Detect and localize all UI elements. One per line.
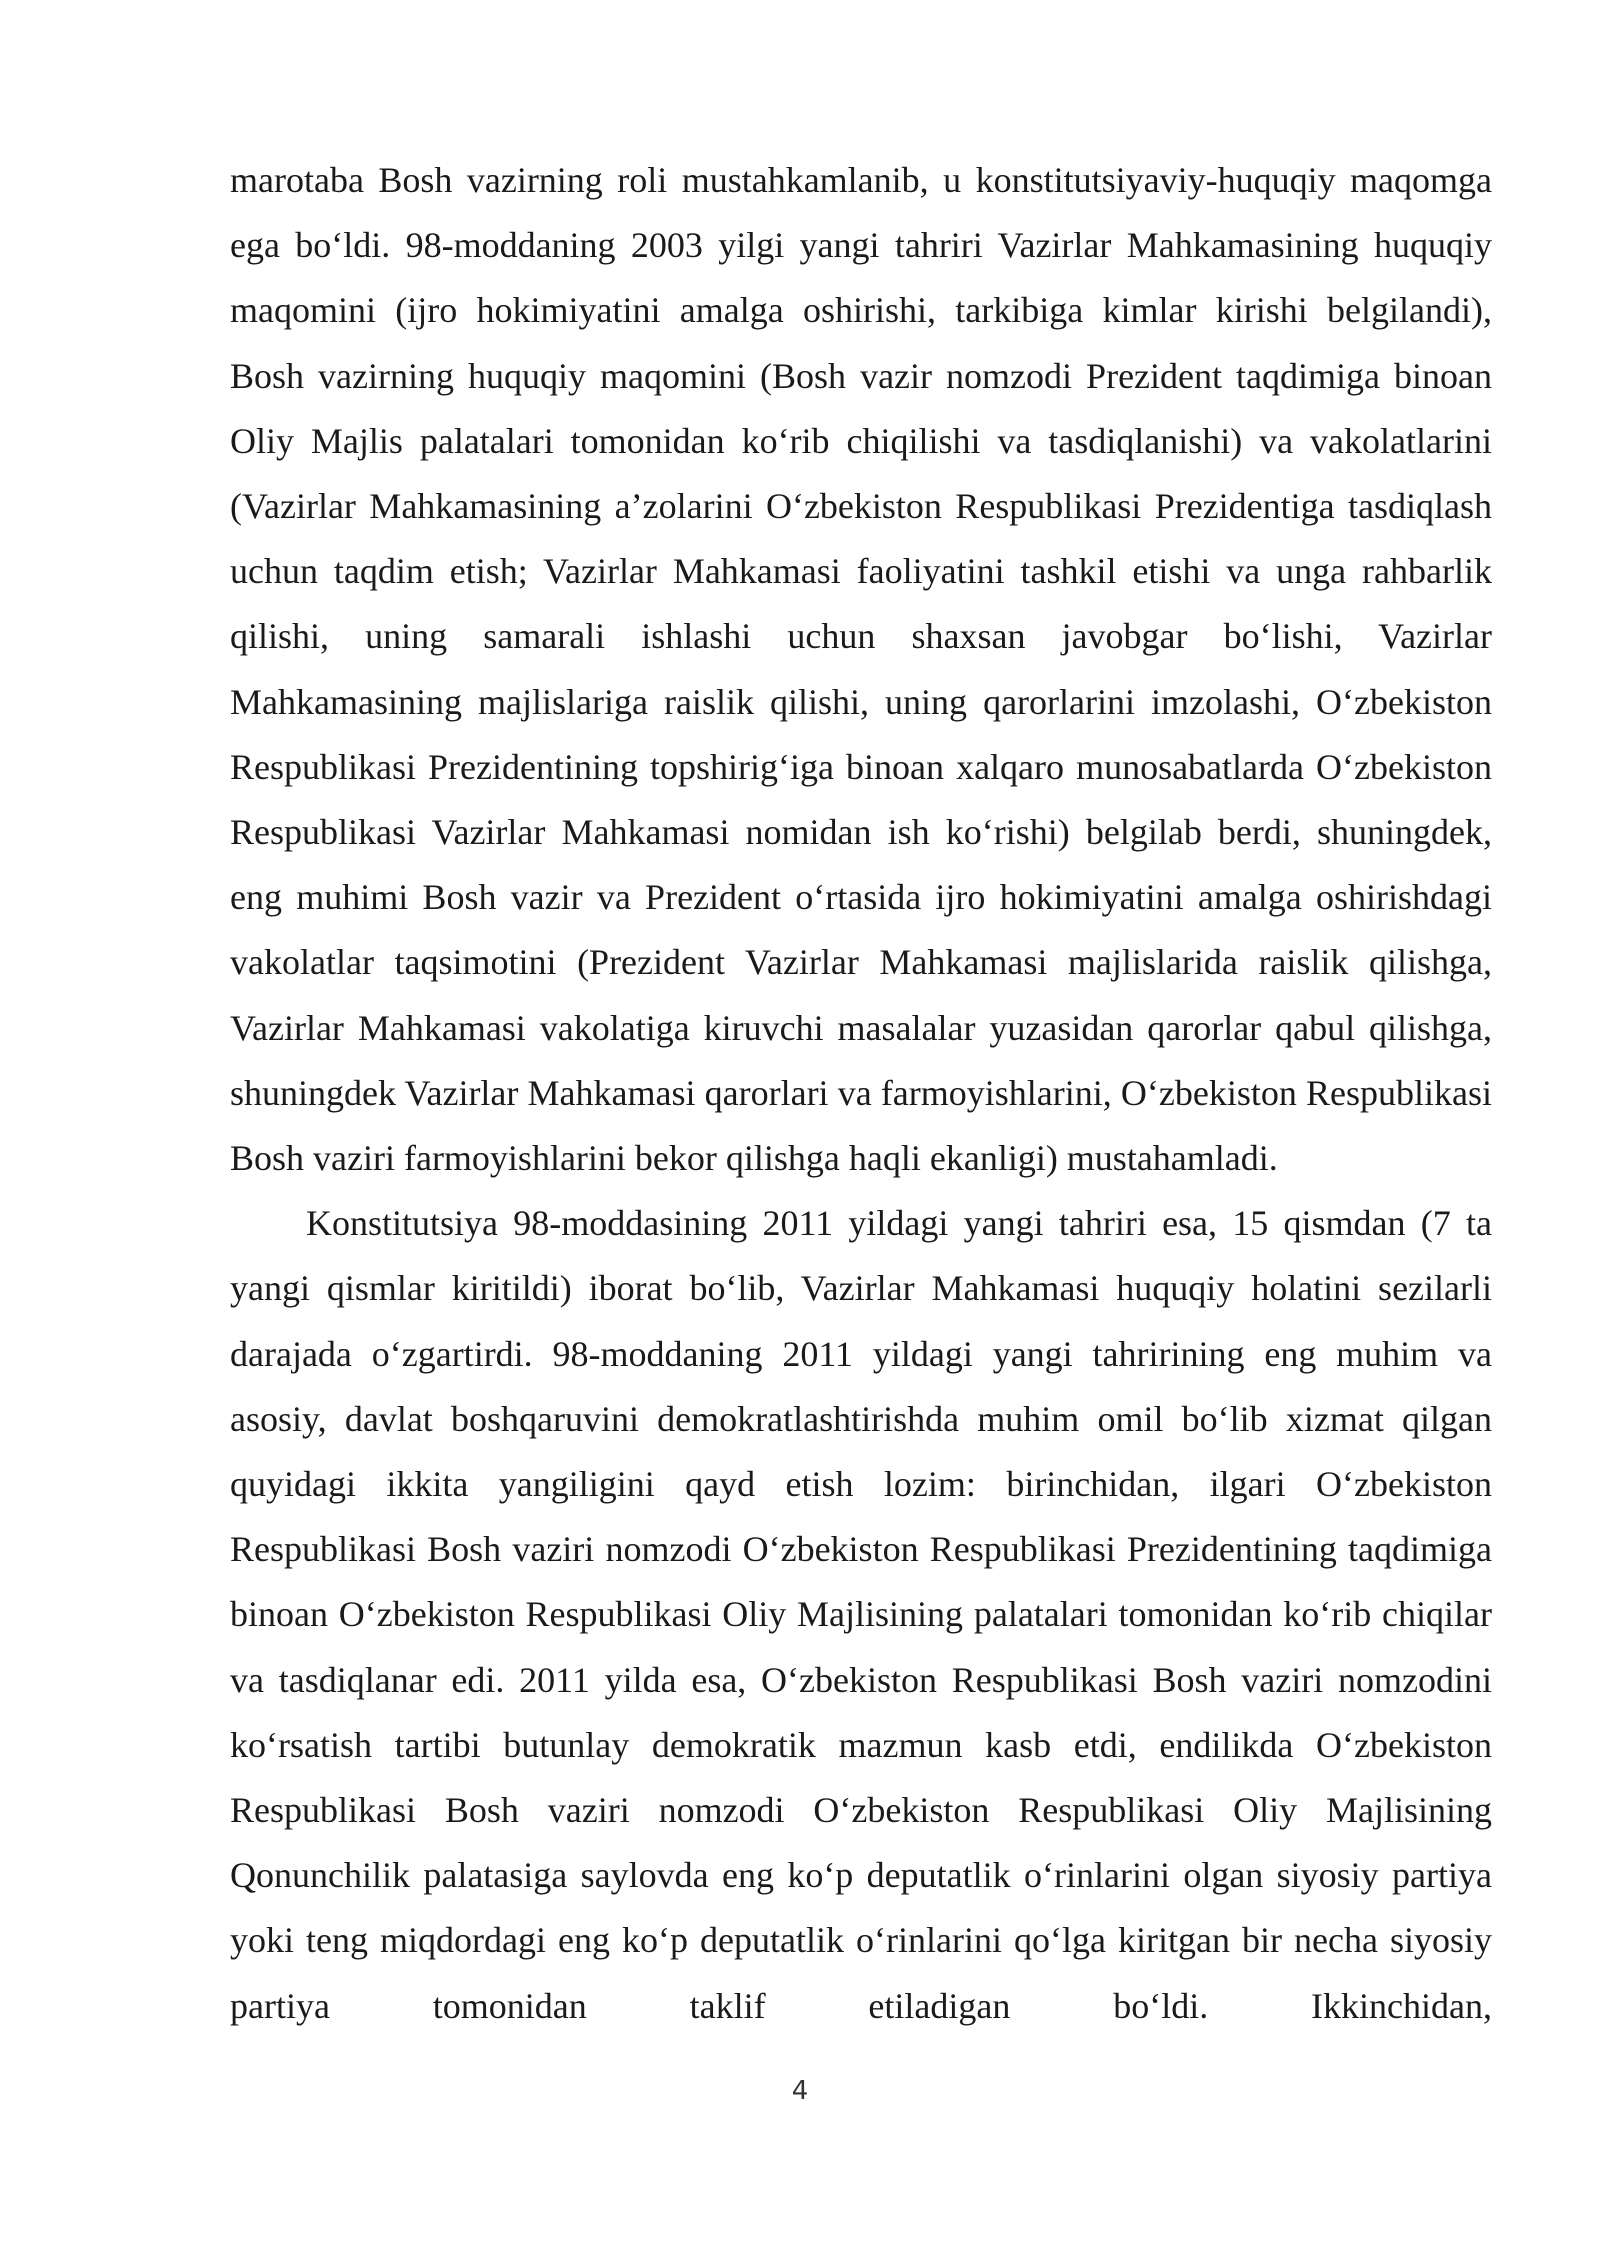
body-text: [230, 148, 1492, 2039]
page-number: 4: [791, 2076, 809, 2106]
paragraph-2: Konstitutsiya 98-moddasining 2011 yildagi yangi tahriri esa, 15 qismdan (7 ta yangi qismlar kiritildi) iborat bo‘lib, Vazirlar Mahkamasi huquqiy holatini sezilarli darajada o‘zgartirdi. 98-moddaning 2011 yildagi yangi tahririning eng muhim va asosiy, davlat boshqaruvini demokratlashtirishda muhim omil bo‘lib xizmat qilgan quyidagi ikkita yangiligini qayd etish lozim: birinchidan, ilgari O‘zbekiston Respublikasi Bosh vaziri nomzodi O‘zbekiston Respublikasi Prezidentining taqdimiga binoan O‘zbekiston Respublikasi Oliy Majlisining palatalari tomonidan ko‘rib chiqilar va tasdiqlanar edi. 2011 yilda esa, O‘zbekiston Respublikasi Bosh vaziri nomzodini ko‘rsatish tartibi butunlay demokratik mazmun kasb etdi, endilikda O‘zbekiston Respublikasi Bosh vaziri nomzodi O‘zbekiston Respublikasi Oliy Majlisining Qonunchilik palatasiga saylovda eng ko‘p deputatlik o‘rinlarini olgan siyosiy partiya yoki teng miqdordagi eng ko‘p deputatlik o‘rinlarini qo‘lga kiritgan bir necha siyosiy partiya tomonidan taklif etiladigan bo‘ldi. Ikkinchidan,: [230, 1203, 1492, 2026]
paragraph-1: marotaba Bosh vazirning roli mustahkamlanib, u konstitutsiyaviy-huquqiy maqomga ega bo‘ldi. 98-moddaning 2003 yilgi yangi tahriri Vazirlar Mahkamasining huquqiy maqomini (ijro hokimiyatini amalga oshirishi, tarkibiga kimlar kirishi belgilandi), Bosh vazirning huquqiy maqomini (Bosh vazir nomzodi Prezident taqdimiga binoan Oliy Majlis palatalari tomonidan ko‘rib chiqilishi va tasdiqlanishi) va vakolatlarini (Vazirlar Mahkamasining a’zolarini O‘zbekiston Respublikasi Prezidentiga tasdiqlash uchun taqdim etish; Vazirlar Mahkamasi faoliyatini tashkil etishi va unga rahbarlik qilishi, uning samarali ishlashi uchun shaxsan javobgar bo‘lishi, Vazirlar Mahkamasining majlislariga raislik qilishi, uning qarorlarini imzolashi, O‘zbekiston Respublikasi Prezidentining topshirig‘iga binoan xalqaro munosabatlarda O‘zbekiston Respublikasi Vazirlar Mahkamasi nomidan ish ko‘rishi) belgilab berdi, shuningdek, eng muhimi Bosh vazir va Prezident o‘rtasida ijro hokimiyatini amalga oshirishdagi vakolatlar taqsimotini (Prezident Vazirlar Mahkamasi majlislarida raislik qilishga, Vazirlar Mahkamasi vakolatiga kiruvchi masalalar yuzasidan qarorlar qabul qilishga, shuningdek Vazirlar Mahkamasi qarorlari va farmoyishlarini, O‘zbekiston Respublikasi Bosh vaziri farmoyishlarini bekor qilishga haqli ekanligi) mustahamladi.: [230, 160, 1492, 1179]
